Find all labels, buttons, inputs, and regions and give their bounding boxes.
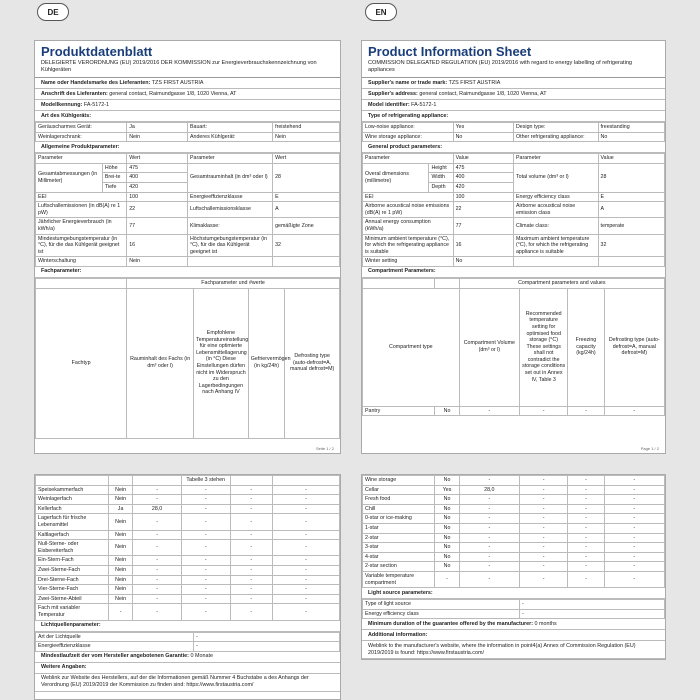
table-row: Ein-Stern-Fach Nein - - - - [36, 556, 340, 566]
table-row: Wine storage No - - - - [363, 476, 665, 486]
en-fach-rows [362, 475, 665, 588]
de-subtitle: DELEGIERTE VERORDNUNG (EU) 2019/2016 DER KOMMISSION zur Energieverbrauchskennzeichnung von Kühlgeräten [35, 59, 340, 78]
en-light-table: Type of light source - Energy efficiency class - [362, 599, 665, 619]
de-light-table: Art der Lichtquelle - Energieeffizienzklasse - [35, 632, 340, 652]
de-page-1 [34, 40, 341, 454]
table-row: Speisekammerfach Nein - - - - [36, 485, 340, 495]
table-row: Null-Sterne- oder Eisbereiterfach Nein - - - - [36, 540, 340, 556]
table-row: Zwei-Sterne-Fach Nein - - - - [36, 565, 340, 575]
table-row: Cellar Yes 28,0 - - - [363, 485, 665, 495]
en-supplier-name: Supplier's name or trade mark: TZS FIRST AUSTRIA [362, 78, 665, 89]
de-fach-header: Fachparameter: [35, 267, 340, 278]
de-title: Produktdatenblatt [41, 44, 153, 59]
en-subtitle: COMMISSION DELEGATED REGULATION (EU) 2019/2016 with regard to energy labelling of refrigerating appliances [362, 59, 665, 78]
en-fach-table: Compartment parameters and values Compartment type Compartment Volume (dm³ or l) Recommended temperature setting for optimised food storage (°C) These settings shall not contradict the storage conditions set out in Annex IV, Table 3 Freezing capacity (kg/24h) Defrosting type (auto-defrost=A, manual defrost=M) Pantry No - - - - [362, 278, 665, 416]
en-info-text: Weblink to the manufacturer's website, where the information in point4(a) Annex of Commission Regulation (EU) 2019/2019 is found: https://www.firstaustria.com/ [362, 641, 665, 659]
en-general-header: General product parameters: [362, 142, 665, 153]
de-general-table: Parameter Wert Parameter Wert Gesamtabmessungen (in Millimeter) Höhe 475 Gesamtrauminhalt (in dm³ oder l) 28 Brei-te 400 Tiefe 420 EEI 100 Energieeffizienzklasse E Luftschallemissionen (in dB(A) re 1 pW) 22 Luftschallemissionsklasse A Jährlicher Energieverbrauch (in kWh/a) 77 Klimaklasse: gemäßigte Zone Mindestumgebungstemperatur (in °C), für die das Kühlgerät geeignet ist 16 Höchstumgebungstemperatur (in °C), für die das Kühlgerät geeignet ist 32 Winterschaltung Nein [35, 153, 340, 267]
en-guarantee: Minimum duration of the guarantee offered by the manufacturer: 0 months [362, 619, 665, 630]
table-row: Weinlagerfach Nein - - - - [36, 495, 340, 505]
de-light-header: Lichtquellenparameter: [35, 621, 340, 632]
en-title: Product Information Sheet [368, 44, 532, 59]
de-info-text: Weblink zur Website des Herstellers, auf der die Informationen gemäß Nummer 4 Buchstabe a des Anhangs der Verordnung (EU) 2019/2019 der Kommission zu finden sind: https://www.firstaustria.com/ [35, 674, 340, 692]
en-type-table: Low-noise appliance: Yes Design type: freestanding Wine storage appliance: No Other refrigerating appliance: No [362, 122, 665, 142]
en-page-number: Page 1 / 2 [640, 446, 659, 451]
en-supplier-address: Supplier's address: general contact, Raimundgasse 1/8, 1020 Vienna, AT [362, 89, 665, 100]
table-row: Pantry No - - - - [363, 406, 665, 416]
en-general-table: Parameter Value Parameter Value Overal dimensions (millimetre) Height 475 Total volume (dm³ or l) 28 Width 400 Depth 420 EEI 100 Energy efficiency class E Airborne acoustical noise emissions (dB(A) re 1 pW) 22 Airborne acoustical noise emission class A Annual energy consumption (kWh/a) 77 Climate class: temperate Minimum ambient temperature (°C), for which the refrigerating appliance is suitable 16 Maximum ambient temperature (°C), for which the refrigerating appliance is suitable 32 Winter setting No [362, 153, 665, 267]
table-row: Fresh food No - - - - [363, 495, 665, 505]
table-row: Fach mit variabler Temperatur - - - - - [36, 604, 340, 620]
de-type-table: Geräuscharmes Gerät: Ja Bauart: freistehend Weinlagerschrank: Nein Anderes Kühlgerät: Nein [35, 122, 340, 142]
de-supplier-name: Name oder Handelsmarke des Lieferanten: TZS FIRST AUSTRIA [35, 78, 340, 89]
de-general-header: Allgemeine Produktparameter: [35, 142, 340, 153]
table-row: Lagerfach für frische Lebensmittel Nein - - - - [36, 514, 340, 530]
table-row: 0-star or ice-making No - - - - [363, 514, 665, 524]
table-row: Kaltlagerfach Nein - - - - [36, 530, 340, 540]
en-page-1 [361, 40, 666, 454]
language-badge-en: EN [365, 3, 397, 21]
en-page-2 [361, 474, 666, 660]
table-row: Zwei-Sterne-Abteil Nein - - - - [36, 594, 340, 604]
de-info-header: Weitere Angaben: [35, 663, 340, 674]
en-light-header: Light source parameters: [362, 588, 665, 599]
en-fach-header: Compartment Parameters: [362, 267, 665, 278]
language-badge-de: DE [37, 3, 69, 21]
en-type-header: Type of refrigerating appliance: [362, 111, 665, 122]
table-row: 3-star No - - - - [363, 543, 665, 553]
de-supplier-address: Anschrift des Lieferanten: general contact, Raimundgasse 1/8, 1020 Vienna, AT [35, 89, 340, 100]
de-page-2 [34, 474, 341, 700]
table-row: 4-star No - - - - [363, 552, 665, 562]
de-type-header: Art des Kühlgeräts: [35, 111, 340, 122]
en-info-header: Additional information: [362, 630, 665, 641]
table-row: 2-star section No - - - - [363, 562, 665, 572]
de-page-number: Seite 1 / 2 [315, 446, 334, 451]
table-row: Variable temperature compartment - - - - - [363, 571, 665, 587]
table-row: 1-star No - - - - [363, 523, 665, 533]
de-fach-table: Fachparameter und #werte Fachtyp Rauminhalt des Fachs (in dm³ oder l) Empfohlene Temperatureinstellung für eine optimierte Lebensmittellagerung (in °C) Diese Einstellungen dürfen nicht im Widerspruch zu den Lagerbedingungen nach Anhang IV Gefriervermögen (in kg/24h) Defrosting type (auto-defrost=A, manual defrost=M) [35, 278, 340, 439]
table-row: Drei-Sterne-Fach Nein - - - - [36, 575, 340, 585]
en-model: Model identifier: FA-5172-1 [362, 100, 665, 111]
de-model: Modellkennung: FA-5172-1 [35, 100, 340, 111]
de-fach-rows: Tabelle 3 stehen Speisekammerfach Nein - - - - Weinlagerfach Nein - - - - Kellerfach Ja 28,0 - - - Lagerfach für frische Lebensmittel Nein - - - - Kaltlagerfach Nein - - - - Null-Sterne- oder Eisbereiterfach Nein - - - - Ein-Stern-Fach Nein - - - - Zwei-Sterne-Fach Nein - - - - Drei-Sterne-Fach Nein - - - - Vier-Sterne-Fach Nein - - - - Zwei-Sterne-Abteil Nein - - - - Fach mit variabler Temperatur - - - - - [35, 475, 340, 621]
table-row: 2-star No - - - - [363, 533, 665, 543]
de-guarantee: Mindestlaufzeit der vom Hersteller angebotenen Garantie: 0 Monate [35, 652, 340, 663]
table-row: Vier-Sterne-Fach Nein - - - - [36, 585, 340, 595]
table-row: Kellerfach Ja 28,0 - - - [36, 504, 340, 514]
table-row: Chill No - - - - [363, 504, 665, 514]
